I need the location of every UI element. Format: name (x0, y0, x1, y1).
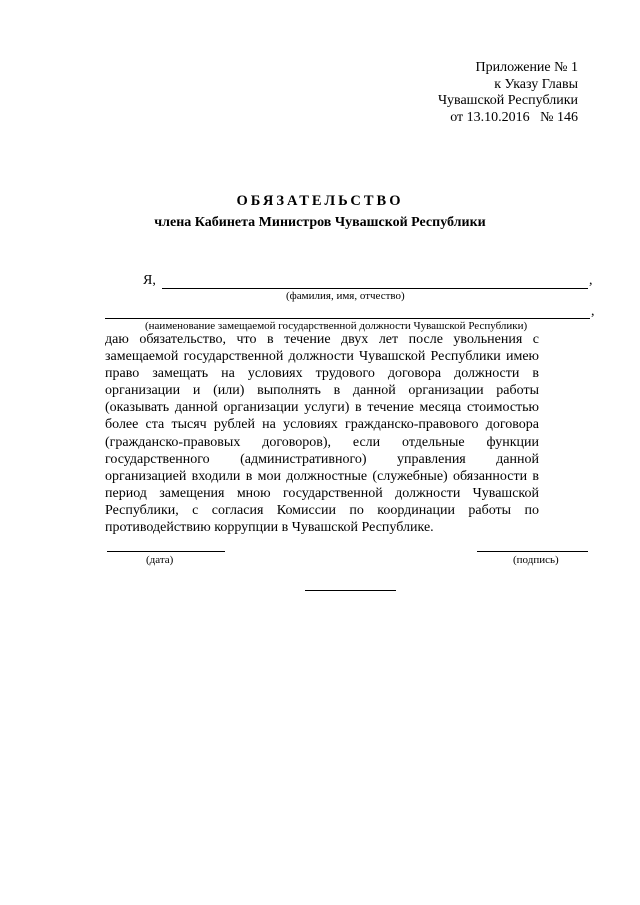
ya-label: Я, (143, 273, 156, 288)
name-field-line[interactable] (162, 288, 588, 289)
appendix-republic: Чувашской Республики (437, 93, 578, 108)
name-field-caption: (фамилия, имя, отчество) (286, 290, 405, 302)
document-title: ОБЯЗАТЕЛЬСТВО (236, 193, 404, 209)
appendix-decree: к Указу Главы (494, 76, 578, 92)
appendix-number: Приложение № 1 (475, 60, 578, 75)
position-field-caption: (наименование замещаемой государственной должности Чувашской Республики) (145, 320, 528, 332)
date-caption: (дата) (146, 554, 174, 566)
appendix-header (438, 60, 578, 126)
position-field-line[interactable] (105, 318, 590, 319)
appendix-date: от 13.10.2016 № 146 (450, 109, 578, 125)
end-divider (305, 590, 396, 591)
name-field-comma: , (589, 273, 593, 288)
obligation-text: даю обязательство, что в течение двух лет после увольнения с замещаемой государственной должности Чувашской Республики имею право замещать на условиях трудового договора должности в организации и (или) выполнять в данной организации работы (оказывать данной организации услуги) в течение месяца стоимостью более ста тысяч рублей на условиях гражданско-правового договора (гражданско-правовых договоров), если отдельные функции государственного (административного) управления данной организацией входили в мои должностные (служебные) обязанности в период замещения мною государственной должности Чувашской Республики, с согласия Комиссии по координации работы по противодействию коррупции в Чувашской Республике. (105, 332, 539, 536)
signature-field-line[interactable] (477, 551, 588, 552)
position-field-comma: , (591, 304, 595, 319)
date-field-line[interactable] (107, 551, 225, 552)
document-subtitle: члена Кабинета Министров Чувашской Республики (154, 215, 486, 230)
signature-caption: (подпись) (513, 554, 559, 566)
